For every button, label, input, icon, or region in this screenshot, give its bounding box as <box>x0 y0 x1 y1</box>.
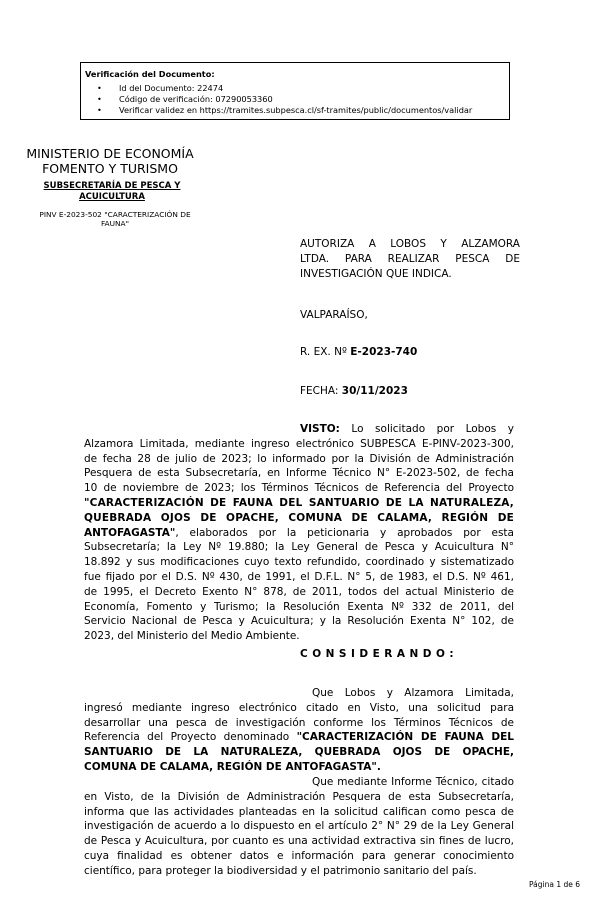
place: VALPARAÍSO, <box>300 309 368 321</box>
subsecretaria-name-line2: ACUICULTURA <box>79 192 145 202</box>
verification-link[interactable]: Verificar validez en https://tramites.subpesca.cl/sf-tramites/public/documentos/validar <box>119 105 473 115</box>
resolution-date: FECHA: 30/11/2023 <box>300 385 408 397</box>
reference-code-line2: FAUNA" <box>100 219 130 228</box>
verification-item <box>97 105 501 115</box>
visto-paragraph: VISTO: Lo solicitado por Lobos y Alzamora Limitada, mediante ingreso electrónico SUBPESCA E-PINV-2023-300, de fecha 28 de julio de 2023; lo informado por la División de Administración Pesquera de esta Subsecretaría, en Informe Técnico N° E-2023-502, de fecha 10 de noviembre de 2023; los Términos Técnicos de Referencia del Proyecto "CARACTERIZACIÓN DE FAUNA DEL SANTUARIO DE LA NATURALEZA, QUEBRADA OJOS DE OPACHE, COMUNA DE CALAMA, REGIÓN DE ANTOFAGASTA", elaborados por la peticionaria y aprobados por esta Subsecretaría; la Ley Nº 19.880; la Ley General de Pesca y Acuicultura N° 18.892 y sus modificaciones cuyo texto refundido, coordinado y sistematizado fue fijado por el D.S. Nº 430, de 1991, el D.F.L. N° 5, de 1983, el D.S. Nº 461, de 1995, el Decreto Exento N° 878, de 2011, todos del actual Ministerio de Economía, Fomento y Turismo; la Resolución Exenta Nº 332 de 2011, del Servicio Nacional de Pesca y Acuicultura; y la Resolución Exenta N° 102, de 2023, del Ministerio del Medio Ambiente. <box>84 423 514 643</box>
visto-label: VISTO: <box>300 423 340 435</box>
verification-item: • Id del Documento: 22474 <box>97 83 224 93</box>
subsecretaria-name: SUBSECRETARÍA DE PESCA Y <box>43 181 181 191</box>
verification-title: Verificación del Documento: <box>85 69 215 79</box>
resolution-summary: AUTORIZA A LOBOS Y ALZAMORA LTDA. PARA REALIZAR PESCA DE INVESTIGACIÓN QUE INDICA. <box>300 238 520 280</box>
considerando-paragraph-2: Que mediante Informe Técnico, citado en Visto, de la División de Administración Pesquera de esta Subsecretaría, informa que las actividades planteadas en la solicitud califican como pesca de investigación de acuerdo a lo dispuesto en el artículo 2° N° 29 de la Ley General de Pesca y Acuicultura, por cuanto es una actividad extractiva sin fines de lucro, cuya finalidad es obtener datos e información para generar conocimiento científico, para proteger la biodiversidad y el patrimonio sanitario del país. <box>84 776 514 877</box>
verification-item: • Código de verificación: 07290053360 <box>97 94 273 104</box>
verification-box <box>80 62 510 120</box>
page-number: Página 1 de 6 <box>528 880 580 889</box>
considerando-paragraph-1: Que Lobos y Alzamora Limitada, ingresó mediante ingreso electrónico citado en Visto, una solicitud para desarrollar una pesca de investigación conforme los Términos Técnicos de Referencia del Proyecto denominado "CARACTERIZACIÓN DE FAUNA DEL SANTUARIO DE LA NATURALEZA, QUEBRADA OJOS DE OPACHE, COMUNA DE CALAMA, REGIÓN DE ANTOFAGASTA". <box>84 687 514 773</box>
ministry-name: MINISTERIO DE ECONOMÍA <box>26 146 194 161</box>
resolution-number: R. EX. Nº E-2023-740 <box>300 346 418 358</box>
bullet-icon: • <box>97 83 102 93</box>
reference-code: PINV E-2023-502 "CARACTERIZACIÓN DE <box>39 210 191 219</box>
bullet-icon: • <box>97 94 102 104</box>
ministry-name-line2: FOMENTO Y TURISMO <box>42 161 178 176</box>
considerando-heading: CONSIDERANDO: <box>300 648 459 660</box>
bullet-icon: • <box>97 105 102 115</box>
